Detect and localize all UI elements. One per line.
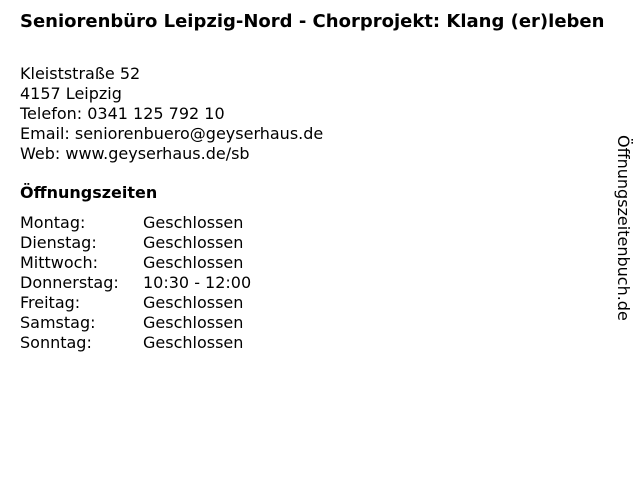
day-label: Donnerstag: [20, 273, 119, 292]
postal-city: 4157 Leipzig [20, 84, 122, 103]
hours-value: Geschlossen [143, 253, 244, 272]
hours-value: 10:30 - 12:00 [143, 273, 252, 292]
address-block [20, 64, 323, 164]
hours-value: Geschlossen [143, 333, 244, 352]
day-label: Dienstag: [20, 233, 97, 252]
day-label: Samstag: [20, 313, 96, 332]
street-address: Kleiststraße 52 [20, 64, 141, 83]
page-title: Seniorenbüro Leipzig-Nord - Chorprojekt: Klang (er)leben [20, 11, 605, 32]
day-label: Sonntag: [20, 333, 92, 352]
phone-number: Telefon: 0341 125 792 10 [20, 104, 225, 123]
website: Web: www.geyserhaus.de/sb [20, 144, 250, 163]
hours-value: Geschlossen [143, 233, 244, 252]
opening-hours-heading: Öffnungszeiten [20, 183, 158, 202]
day-label: Montag: [20, 213, 86, 232]
email-address: Email: seniorenbuero@geyserhaus.de [20, 124, 324, 143]
hours-value: Geschlossen [143, 313, 244, 332]
site-watermark-label: Öffnungszeitenbuch.de [614, 135, 633, 321]
hours-value: Geschlossen [143, 293, 244, 312]
hours-value: Geschlossen [143, 213, 244, 232]
day-label: Freitag: [20, 293, 81, 312]
day-label: Mittwoch: [20, 253, 98, 272]
